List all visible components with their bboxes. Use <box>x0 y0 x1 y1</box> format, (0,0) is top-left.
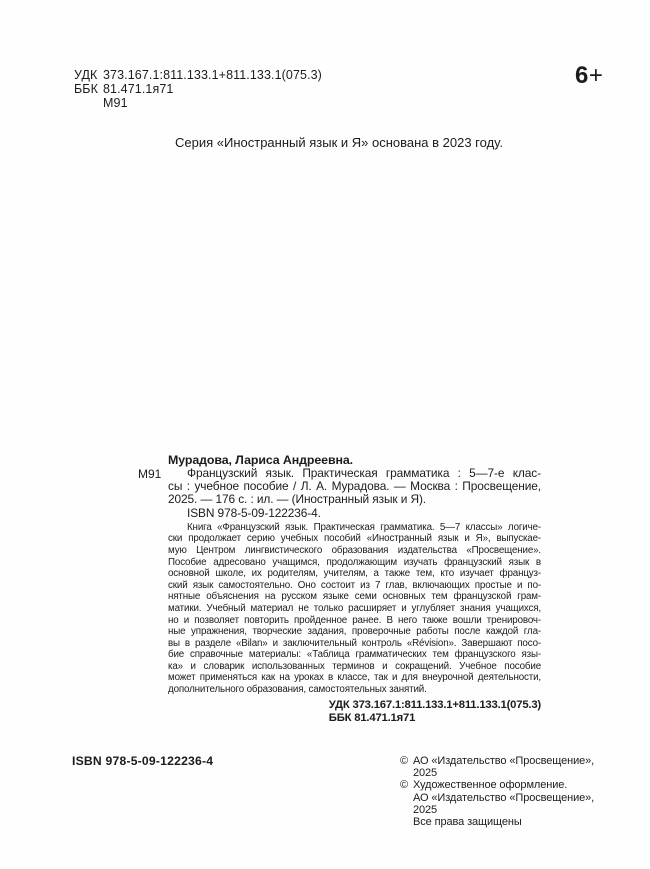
text-line <box>400 792 615 816</box>
copyright-text: АО «Издательство «Просвещение», 2025 <box>413 755 595 780</box>
text-line: ский язык самостоятельно. Оно состоит из 7 глав, включающих простые и по- <box>168 579 541 591</box>
text-line: ISBN 978-5-09-122236-4. <box>187 506 321 520</box>
text-line: Книга «Французский язык. Практическая грамматика. 5—7 классы» логиче- <box>187 521 541 533</box>
text-line: Французский язык. Практическая грамматика : 5—7-е клас- <box>187 467 541 480</box>
udk-value: 373.167.1:811.133.1+811.133.1(075.3) <box>103 68 322 82</box>
text-line: сы : учебное пособие / Л. А. Мурадова. — Москва : Просвещение, <box>168 480 541 494</box>
book-code-hanging: М91 <box>138 467 162 481</box>
udk-bbk-inner <box>329 699 541 725</box>
text-line: Пособие адресовано учащимся, продолжающим изучать французский язык в <box>168 556 541 568</box>
udk-bbk-bottom-block <box>168 699 541 726</box>
author-name: Мурадова, Лариса Андреевна. <box>168 453 354 467</box>
age-rating-number: 6 <box>575 62 589 89</box>
age-rating-badge <box>575 62 603 90</box>
bibliographic-description <box>168 467 541 520</box>
bbk-label: ББК <box>74 81 98 96</box>
annotation <box>168 522 541 696</box>
copyright-text: Все права защищены <box>413 816 522 829</box>
classification-block <box>74 69 322 110</box>
text-line <box>400 755 615 779</box>
text-line: ски продолжает серию учебных пособий «Иностранный язык и Я», выпускае- <box>168 533 541 545</box>
age-rating-plus: + <box>588 62 604 89</box>
book-code: М91 <box>103 95 128 110</box>
copyright-mark: © <box>400 779 409 792</box>
text-line: ка» и словарик использованных терминов и сокращений. Учебное пособие <box>168 660 541 672</box>
udk-label: УДК <box>74 68 98 82</box>
text-line: нятные объяснения на русском языке семи основных тем французской грам- <box>168 591 541 603</box>
copyright-mark: © <box>400 755 409 767</box>
copyright-mark <box>400 816 413 828</box>
series-note: Серия «Иностранный язык и Я» основана в 2023 году. <box>175 135 503 150</box>
text-line: вы в разделе «Bilan» и заключительный контроль «Révision». Завершают посо- <box>168 637 541 649</box>
text-line <box>400 779 615 791</box>
text-line: может применяться как на уроках в классе, так и для внеурочной деятельности, <box>168 672 541 684</box>
text-line: мую Центром лингвистического образования издательства «Просвещение». <box>168 544 541 556</box>
bbk-value: 81.471.1я71 <box>103 81 174 96</box>
catalog-card-body <box>168 453 541 726</box>
udk-bottom-line: УДК 373.167.1:811.133.1+811.133.1(075.3) <box>328 698 541 711</box>
copyright-text: Художественное оформление. <box>413 779 568 792</box>
catalog-card <box>138 453 541 726</box>
text-line: но и позволяет повторить пройденное ранее. В него также вошли тренировоч- <box>168 614 541 626</box>
isbn-footer: ISBN 978-5-09-122236-4 <box>72 754 214 768</box>
text-line: основной школе, их родителям, учителям, а также тем, кто изучает француз- <box>168 568 541 580</box>
text-line: дополнительного образования, самостоятельных занятий. <box>168 684 427 696</box>
copyright-text: АО «Издательство «Просвещение», 2025 <box>413 791 595 816</box>
text-line <box>400 816 615 828</box>
bbk-bottom-line: ББК 81.471.1я71 <box>328 711 416 724</box>
text-line: матики. Учебный материал не только расширяет и углубляет знания учащихся, <box>168 602 541 614</box>
copyright-mark <box>400 792 413 816</box>
copyright-block <box>400 755 615 828</box>
udk-row <box>74 69 322 83</box>
text-line: 2025. — 176 с. : ил. — (Иностранный язык и Я). <box>168 493 427 507</box>
text-line: ные упражнения, творческие задания, проверочные работы после каждой гла- <box>168 626 541 638</box>
bbk-row <box>74 83 322 97</box>
text-line: бие справочные материалы: «Таблица грамматических тем французского язы- <box>168 649 541 661</box>
